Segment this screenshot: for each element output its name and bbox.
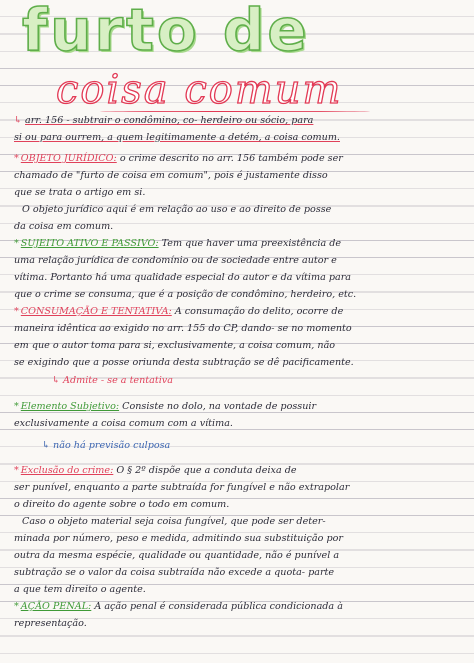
section-heading: OBJETO JURÍDICO:: [20, 153, 117, 164]
text-line: que o crime se consuma, que é a posição de condômino, herdeiro, etc.: [14, 289, 357, 300]
elemento-section: * Elemento Subjetivo: Consiste no dolo, na vontade de possuir exclusivamente a coisa comum com a vítima.: [14, 398, 466, 432]
text-line: representação.: [14, 618, 87, 629]
exclusao-section: * Exclusão do crime: O § 2º dispõe que a conduta deixa de ser punível, enquanto a parte subtraída for fungível e não extrapolar o direito do agente sobre o todo em comum. Caso o objeto material seja coisa fungível, que pode ser deter- minada por número, peso e medida, admitindo sua substituição por outra da mesma espécie, qualidade ou quantidade, não é punível a subtração se o valor da coisa subtraída não excede a quota- parte a que tem direito o agente.: [14, 462, 466, 598]
text-line: O objeto jurídico aqui é em relação ao uso e ao direito de posse: [22, 204, 332, 215]
text-line: ser punível, enquanto a parte subtraída for fungível e não extrapolar: [14, 482, 350, 493]
text-line: Caso o objeto material seja coisa fungível, que pode ser deter-: [22, 516, 326, 527]
text-line: outra da mesma espécie, qualidade ou quantidade, não é punível a: [14, 550, 340, 561]
acao-section: * AÇÃO PENAL: A ação penal é considerada pública condicionada à representação.: [14, 598, 466, 632]
text-line: exclusivamente a coisa comum com a vítima.: [14, 418, 233, 429]
asterisk-icon: *: [14, 465, 19, 476]
sujeito-section: * SUJEITO ATIVO E PASSIVO: Tem que haver uma preexistência de uma relação jurídica de condomínio ou de sociedade entre autor e vítima. Portanto há uma qualidade especial do autor e da vítima para que o crime se consuma, que é a posição de condômino, herdeiro, etc.: [14, 235, 466, 303]
text-line: subtração se o valor da coisa subtraída não excede a quota- parte: [14, 567, 335, 578]
arrow-icon: ↳: [42, 440, 51, 451]
objeto-section: * OBJETO JURÍDICO: o crime descrito no arr. 156 também pode ser chamado de "furto de coisa em comum", pois é justamente disso que se trata o artigo em si. O objeto jurídico aqui é em relação ao uso e ao direito de posse da coisa em comum.: [14, 150, 466, 235]
intro-line: ↳ arr. 156 - subtrair o condômino, co- herdeiro ou sócio, para: [14, 115, 314, 126]
culposa-note: ↳ não há previsão culposa: [42, 440, 171, 451]
asterisk-icon: *: [14, 401, 19, 412]
section-heading: Elemento Subjetivo:: [20, 401, 120, 412]
consumacao-section: * CONSUMAÇÃO E TENTATIVA: A consumação do delito, ocorre de maneira idêntica ao exigido no arr. 155 do CP, dando- se no momento em que o autor toma para si, exclusivamente, a coisa comum, não se exigindo que a posse oriunda desta subtração se dê pacificamente.: [14, 303, 466, 371]
arrow-icon: ↳: [14, 115, 23, 126]
asterisk-icon: *: [14, 306, 19, 317]
text-line: a que tem direito o agente.: [14, 584, 146, 595]
text-line: se exigindo que a posse oriunda desta subtração se dê pacificamente.: [14, 357, 354, 368]
arrow-icon: ↳: [52, 375, 61, 386]
section-heading: AÇÃO PENAL:: [20, 601, 92, 612]
page-title: furto de: [22, 0, 310, 64]
tentativa-note: ↳ Admite - se a tentativa: [52, 375, 173, 386]
intro-line: si ou para ourrem, a quem legitimamente a detém, a coisa comum.: [14, 132, 340, 143]
intro-block: [14, 112, 466, 146]
section-heading: Exclusão do crime:: [20, 465, 114, 476]
asterisk-icon: *: [14, 601, 19, 612]
text-line: o direito do agente sobre o todo em comum.: [14, 499, 230, 510]
text-line: minada por número, peso e medida, admitindo sua substituição por: [14, 533, 343, 544]
asterisk-icon: *: [14, 238, 19, 249]
asterisk-icon: *: [14, 153, 19, 164]
text-line: vítima. Portanto há uma qualidade especial do autor e da vítima para: [14, 272, 352, 283]
text-line: uma relação jurídica de condomínio ou de sociedade entre autor e: [14, 255, 337, 266]
section-heading: CONSUMAÇÃO E TENTATIVA:: [20, 306, 172, 317]
text-line: chamado de "furto de coisa em comum", pois é justamente disso: [14, 170, 328, 181]
text-line: que se trata o artigo em si.: [14, 187, 146, 198]
text-line: em que o autor toma para si, exclusivamente, a coisa comum, não: [14, 340, 336, 351]
section-heading: SUJEITO ATIVO E PASSIVO:: [20, 238, 159, 249]
text-line: maneira idêntica ao exigido no arr. 155 do CP, dando- se no momento: [14, 323, 352, 334]
page-subtitle: coisa comum: [56, 67, 343, 113]
text-line: da coisa em comum.: [14, 221, 114, 232]
